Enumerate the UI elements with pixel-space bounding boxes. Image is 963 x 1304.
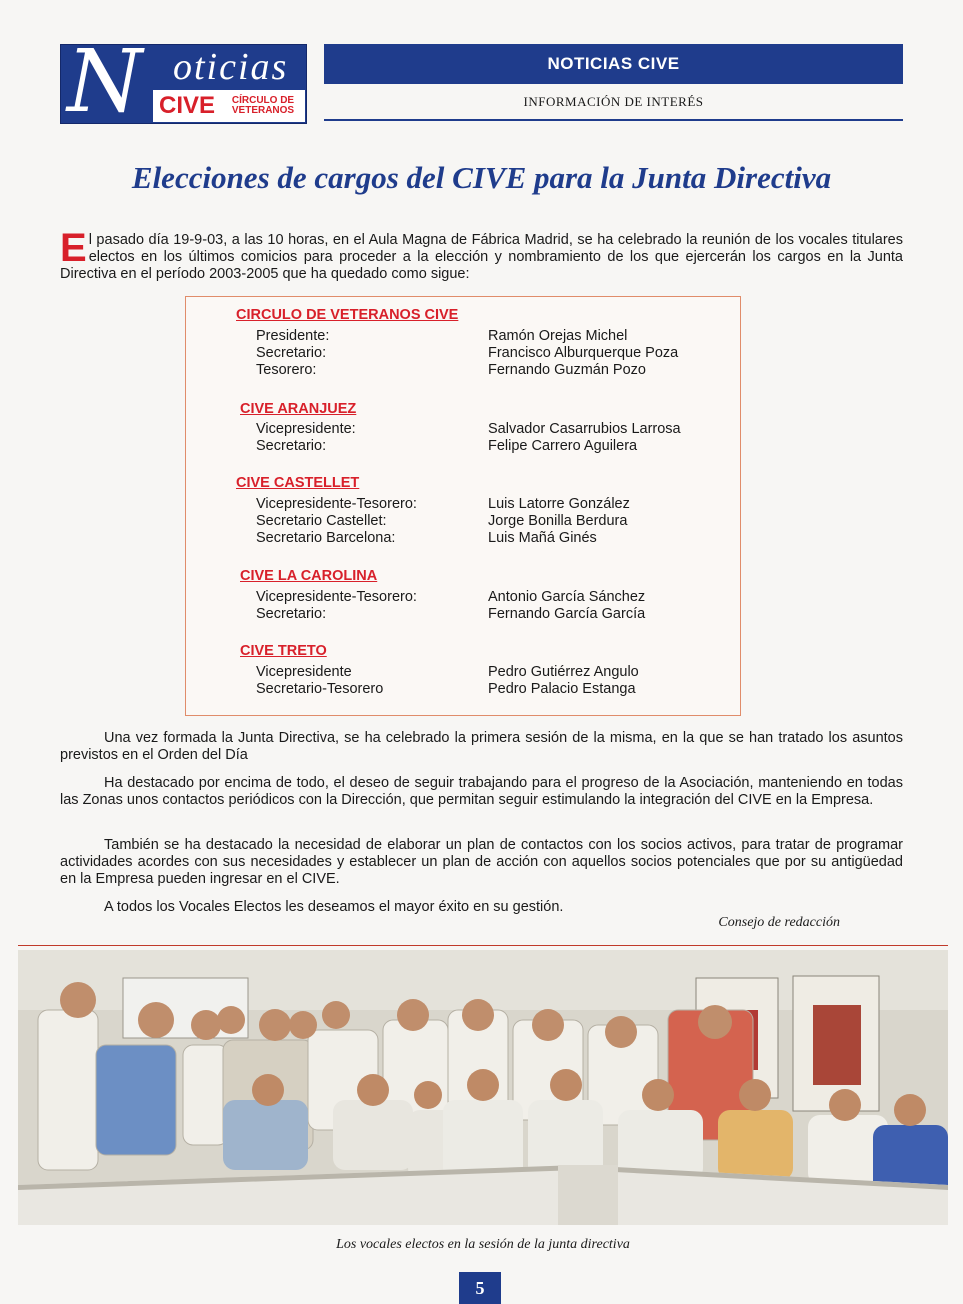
article-paragraph: También se ha destacado la necesidad de elaborar un plan de contactos con los socios activos, para tratar de programar actividades acordes con sus necesidades y establecer un plan de acción con aquellos socios potenciales que por su antigüedad en la Empresa pueden ingresar en el CIVE. [60,837,903,887]
role-label: Tesorero: [256,362,317,378]
noticias-logo [60,32,307,132]
role-label: Presidente: [256,328,330,344]
member-name: Pedro Palacio Estanga [488,681,636,697]
logo-subtitle-line1: CÍRCULO DE [231,95,295,106]
member-name: Fernando Guzmán Pozo [488,362,646,378]
article-headline: Elecciones de cargos del CIVE para la Junta Directiva [131,160,832,195]
page-number: 5 [459,1272,501,1304]
board-roles-box [185,296,741,716]
logo-brand: CIVE [159,92,216,119]
article-signature: Consejo de redacción [718,915,840,930]
role-label: Secretario-Tesorero [256,681,384,697]
photo-divider [18,945,948,946]
logo-word: oticias [173,46,289,88]
dropcap: E [60,226,87,270]
role-label: Vicepresidente-Tesorero: [256,589,417,605]
logo-brand-box [153,90,305,122]
article-paragraph: Ha destacado por encima de todo, el deseo de seguir trabajando para el progreso de la Asociación, manteniendo en todas las Zonas unos contactos periódicos con la Dirección, que permitan seguir estimulando la integración del CIVE en la Empresa. [60,775,903,808]
role-label: Secretario Barcelona: [256,530,396,546]
member-name: Antonio García Sánchez [488,589,646,605]
member-name: Felipe Carrero Aguilera [488,438,638,454]
member-name: Jorge Bonilla Berdura [488,513,628,529]
section-banner: NOTICIAS CIVE [324,44,903,84]
group-photo [18,950,948,1225]
role-label: Secretario: [256,345,327,361]
role-label: Vicepresidente: [256,421,356,437]
section-divider [324,119,903,121]
photo-caption: Los vocales electos en la sesión de la junta directiva [336,1237,630,1252]
member-name: Luis Mañá Ginés [488,530,597,546]
intro-text: l pasado día 19-9-03, a las 10 horas, en el Aula Magna de Fábrica Madrid, se ha celebrado la reunión de los vocales titulares electos en los últimos comicios para proceder a la elección y nombramiento de los que ejercerán los cargos en la Junta Directiva en el período 2003-2005 que ha quedado como sigue: [60,232,903,282]
group-title: CIRCULO DE VETERANOS CIVE [236,307,459,323]
member-name: Luis Latorre González [488,496,630,512]
group-photo-illustration [18,950,948,1225]
role-label: Vicepresidente-Tesorero: [256,496,417,512]
logo-initial: N [67,32,143,132]
member-name: Fernando García García [488,606,646,622]
member-name: Salvador Casarrubios Larrosa [488,421,681,437]
logo-subtitle [223,96,303,116]
group-title: CIVE TRETO [240,643,327,659]
article-paragraph: A todos los Vocales Electos les deseamos el mayor éxito en su gestión. [104,899,564,915]
member-name: Ramón Orejas Michel [488,328,628,344]
group-title: CIVE LA CAROLINA [240,568,378,584]
member-name: Francisco Alburquerque Poza [488,345,679,361]
role-label: Secretario: [256,438,327,454]
section-subtitle: INFORMACIÓN DE INTERÉS [523,94,704,109]
article-paragraph: Una vez formada la Junta Directiva, se ha celebrado la primera sesión de la misma, en la que se han tratado los asuntos previstos en el Orden del Día [60,730,903,763]
logo-subtitle-line2: VETERANOS [231,105,295,116]
role-label: Vicepresidente [256,664,352,680]
group-title: CIVE CASTELLET [236,475,360,491]
article-intro [60,226,903,283]
role-label: Secretario Castellet: [256,513,387,529]
member-name: Pedro Gutiérrez Angulo [488,664,639,680]
group-title: CIVE ARANJUEZ [240,401,357,417]
role-label: Secretario: [256,606,327,622]
